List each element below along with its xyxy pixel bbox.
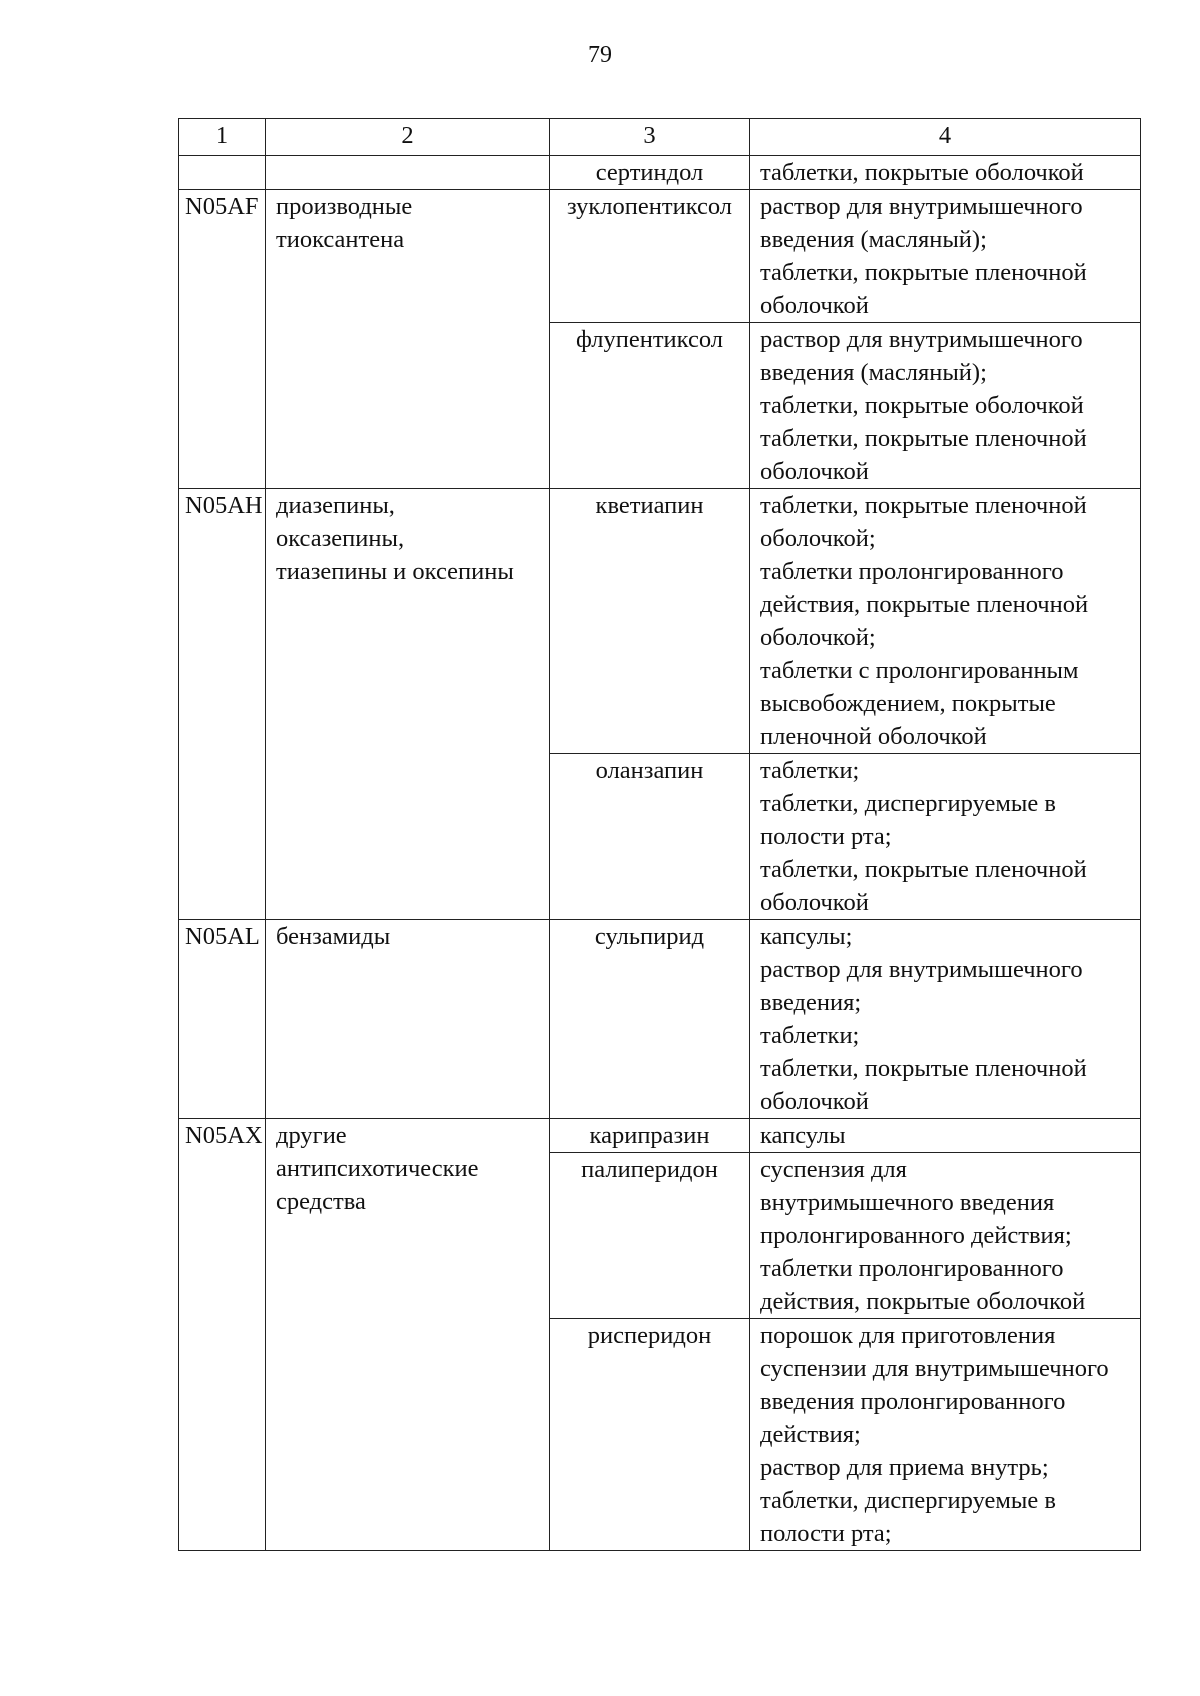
dosage-form-line: раствор для приема внутрь;	[760, 1454, 1049, 1481]
dosage-form-line: полости рта;	[760, 1520, 892, 1547]
dosage-forms-cell	[750, 156, 1141, 190]
dosage-form-line: пленочной оболочкой	[760, 723, 987, 750]
group-name-line: другие	[276, 1122, 347, 1149]
drug-name: рисперидон	[587, 1322, 712, 1349]
group-name-cell	[266, 489, 550, 920]
group-name-cell	[266, 1119, 550, 1551]
header-col-1: 1	[179, 119, 266, 156]
dosage-forms-cell	[750, 920, 1141, 1119]
drug-name: кветиапин	[595, 492, 704, 519]
dosage-form-line: таблетки, покрытые оболочкой	[760, 159, 1084, 186]
group-name-line: тиазепины и оксепины	[276, 558, 514, 585]
dosage-form-line: таблетки с пролонгированным	[760, 657, 1079, 684]
header-col-3: 3	[550, 119, 750, 156]
dosage-form-line: таблетки пролонгированного	[760, 1255, 1064, 1282]
dosage-form-line: таблетки, покрытые пленочной	[760, 259, 1087, 286]
header-col-2: 2	[266, 119, 550, 156]
dosage-form-line: оболочкой;	[760, 525, 876, 552]
group-name-cell	[266, 156, 550, 190]
drug-name-cell	[550, 190, 750, 323]
drug-name: зуклопентиксол	[566, 193, 733, 220]
dosage-form-line: суспензия для	[760, 1156, 907, 1183]
atc-code-cell	[179, 156, 266, 190]
dosage-form-line: таблетки;	[760, 757, 860, 784]
atc-code: N05AL	[185, 923, 260, 950]
dosage-form-line: таблетки, диспергируемые в	[760, 1487, 1056, 1514]
drug-name: сульпирид	[594, 923, 705, 950]
dosage-form-line: таблетки, покрытые пленочной	[760, 492, 1087, 519]
group-name-line: бензамиды	[276, 923, 391, 950]
drug-name-cell	[550, 156, 750, 190]
dosage-form-line: оболочкой	[760, 458, 869, 485]
drug-name: оланзапин	[595, 757, 704, 784]
drug-name: палиперидон	[581, 1156, 718, 1183]
drug-name: сертиндол	[595, 159, 704, 186]
dosage-form-line: таблетки, диспергируемые в	[760, 790, 1056, 817]
table-header-row	[179, 119, 1141, 156]
atc-code-cell	[179, 489, 266, 920]
dosage-form-line: введения пролонгированного	[760, 1388, 1066, 1415]
dosage-form-line: капсулы;	[760, 923, 853, 950]
group-name-line: антипсихотические	[276, 1155, 479, 1182]
page-number: 79	[588, 42, 612, 68]
drug-name-cell	[550, 323, 750, 489]
group-name-line: производные	[276, 193, 413, 220]
dosage-form-line: капсулы	[760, 1122, 846, 1149]
dosage-form-line: раствор для внутримышечного	[760, 326, 1083, 353]
group-name-line: оксазепины,	[276, 525, 405, 552]
dosage-forms-cell	[750, 190, 1141, 323]
dosage-forms-cell	[750, 489, 1141, 754]
atc-code: N05AF	[185, 193, 259, 220]
dosage-form-line: введения (масляный);	[760, 359, 987, 386]
dosage-form-line: полости рта;	[760, 823, 892, 850]
drug-name-cell	[550, 489, 750, 754]
table-row	[179, 920, 1141, 1119]
dosage-form-line: суспензии для внутримышечного	[760, 1355, 1109, 1382]
dosage-form-line: таблетки;	[760, 1022, 860, 1049]
drug-name-cell	[550, 920, 750, 1119]
drug-name-cell	[550, 1319, 750, 1551]
dosage-form-line: действия, покрытые пленочной	[760, 591, 1089, 618]
dosage-form-line: пролонгированного действия;	[760, 1222, 1072, 1249]
group-name-cell	[266, 920, 550, 1119]
table-row	[179, 1119, 1141, 1153]
dosage-forms-cell	[750, 323, 1141, 489]
dosage-form-line: оболочкой;	[760, 624, 876, 651]
table-row	[179, 489, 1141, 754]
dosage-form-line: таблетки пролонгированного	[760, 558, 1064, 585]
dosage-form-line: порошок для приготовления	[760, 1322, 1056, 1349]
atc-code: N05AH	[185, 492, 263, 519]
dosage-forms-cell	[750, 1119, 1141, 1153]
dosage-form-line: таблетки, покрытые пленочной	[760, 1055, 1087, 1082]
header-col-4: 4	[750, 119, 1141, 156]
drug-name-cell	[550, 1119, 750, 1153]
atc-code-cell	[179, 190, 266, 489]
dosage-form-line: таблетки, покрытые пленочной	[760, 425, 1087, 452]
dosage-form-line: оболочкой	[760, 889, 869, 916]
dosage-form-line: таблетки, покрытые пленочной	[760, 856, 1087, 883]
drug-name-cell	[550, 1153, 750, 1319]
dosage-form-line: введения (масляный);	[760, 226, 987, 253]
atc-code: N05AX	[185, 1122, 263, 1149]
dosage-form-line: раствор для внутримышечного	[760, 193, 1083, 220]
dosage-form-line: оболочкой	[760, 292, 869, 319]
dosage-form-line: действия;	[760, 1421, 861, 1448]
dosage-forms-cell	[750, 1153, 1141, 1319]
drug-name-cell	[550, 754, 750, 920]
table-row	[179, 156, 1141, 190]
atc-code-cell	[179, 1119, 266, 1551]
drug-table	[178, 118, 1141, 1551]
drug-name: карипразин	[589, 1122, 710, 1149]
dosage-forms-cell	[750, 754, 1141, 920]
dosage-forms-cell	[750, 1319, 1141, 1551]
group-name-line: диазепины,	[276, 492, 395, 519]
group-name-line: тиоксантена	[276, 226, 405, 253]
dosage-form-line: таблетки, покрытые оболочкой	[760, 392, 1084, 419]
dosage-form-line: высвобождением, покрытые	[760, 690, 1056, 717]
dosage-form-line: раствор для внутримышечного	[760, 956, 1083, 983]
dosage-form-line: действия, покрытые оболочкой	[760, 1288, 1086, 1315]
dosage-form-line: внутримышечного введения	[760, 1189, 1055, 1216]
group-name-cell	[266, 190, 550, 489]
group-name-line: средства	[276, 1188, 366, 1215]
drug-name: флупентиксол	[576, 326, 723, 353]
atc-code-cell	[179, 920, 266, 1119]
dosage-form-line: введения;	[760, 989, 862, 1016]
table-row	[179, 190, 1141, 323]
dosage-form-line: оболочкой	[760, 1088, 869, 1115]
